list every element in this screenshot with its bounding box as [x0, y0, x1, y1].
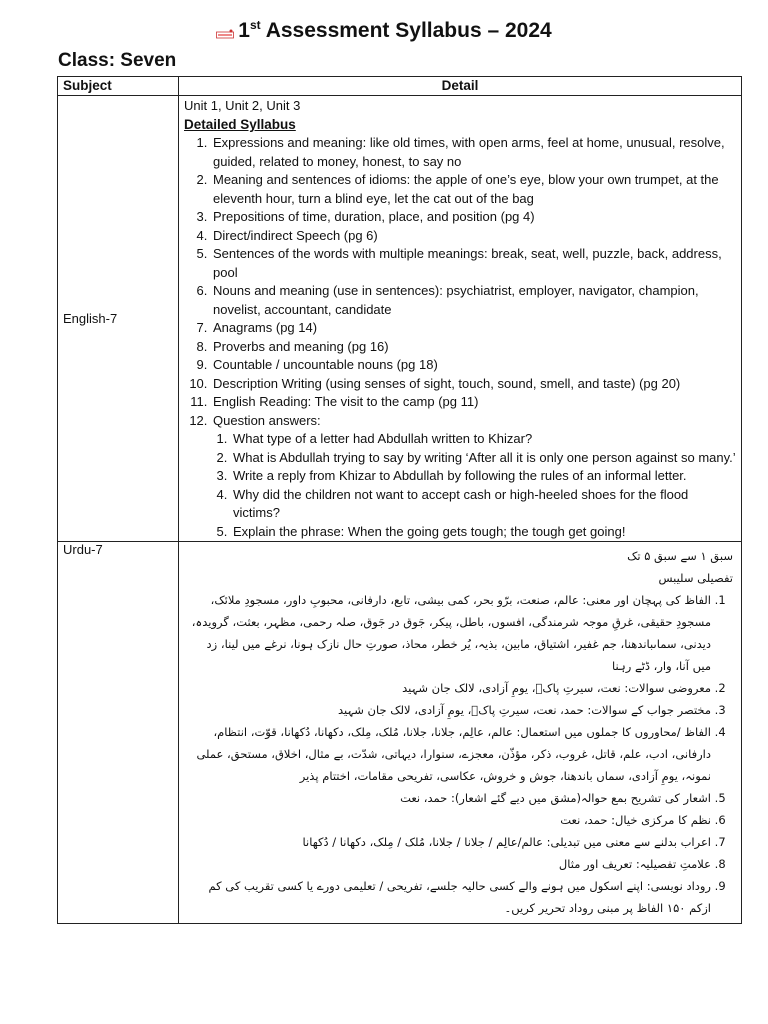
list-item: 2. Meaning and sentences of idioms: the apple of one’s eye, blow your own trumpet, at the eleventh hour, turn a blind eye, let the cat out of the bag — [211, 171, 736, 208]
detail-column-header: Detail — [179, 77, 742, 96]
table-row-urdu — [58, 542, 742, 924]
list-item: 3. مختصر جواب کے سوالات: حمد، نعت، سیرتِ پاکؐ، یومِ آزادی، لالک جان شہید — [187, 699, 711, 721]
detail-urdu — [179, 542, 742, 924]
question-item: 2. What is Abdullah trying to say by writing ‘After all it is only one person against so many.’ — [231, 449, 736, 468]
list-item: 5. اشعار کی تشریح بمع حوالہ(مشق میں دیے گئے اشعار): حمد، نعت — [187, 787, 711, 809]
list-item: 5. Sentences of the words with multiple meanings: break, seat, well, puzzle, back, address, pool — [211, 245, 736, 282]
english-units: Unit 1, Unit 2, Unit 3 — [184, 98, 301, 113]
list-item: 6. Nouns and meaning (use in sentences): psychiatrist, employer, navigator, champion, novelist, accountant, candidate — [211, 282, 736, 319]
table-row-english — [58, 96, 742, 542]
questions-label: Question answers: — [213, 412, 321, 428]
list-item-questions — [211, 412, 736, 542]
list-item: 9. Countable / uncountable nouns (pg 18) — [211, 356, 736, 375]
list-item: 4. الفاظ /محاوروں کا جملوں میں استعمال: عالم، عالِم، جلانا، جلانا، مُلک، مِلک، دکھانا، دُکھانا، قوّت، انتظام، دارفانی، ادب، علم، قاتل، غروب، ذکر، مؤذّن، معجزے، سنوارا، دیہاتی، شدّت، بے مثال، اخلاق، مستحق، عملی نمونہ، یومِ آزادی، سماں باندھنا، جوش و خروش، عکاسی، تفریحی مقامات، اختتام پذیر — [187, 721, 711, 787]
detail-english — [179, 96, 742, 542]
list-item: 6. نظم کا مرکزی خیال: حمد، نعت — [187, 809, 711, 831]
list-item: 1. Expressions and meaning: like old times, with open arms, feel at home, unusual, resolve, guided, related to money, honest, to say no — [211, 134, 736, 171]
title-text: Assessment Syllabus – 2024 — [260, 19, 552, 42]
list-item: 1. الفاظ کی پہچان اور معنی: عالم، صنعت، برّو بحر، کمی بیشی، تابع، دارفانی، محبوبِ داور، مسجودِ ملائک، مسجودِ حقیقی، غرقِ موجہ شرمندگی، افسوں، باطل، پیکر، جَوق در جَوق، صلہ رحمی، مظہر، بعثت، گرویدہ، دیدنی، سماںباندھنا، جم غفیر، اشتیاق، مابین، بذیہ، یُر خطر، محاذ، صورتِ حال نازک ہونا، نرغے میں لینا، زد میں آنا، وار، ڈٹے رہنا — [187, 589, 711, 677]
subject-urdu: Urdu-7 — [58, 542, 179, 924]
urdu-detailed-heading: تفصیلی سلیبس — [658, 571, 733, 585]
title-ordinal: st — [249, 18, 261, 32]
list-item: 8. Proverbs and meaning (pg 16) — [211, 338, 736, 357]
title-number: 1 — [238, 19, 250, 42]
english-topic-list — [184, 134, 736, 541]
list-item: 11. English Reading: The visit to the camp (pg 11) — [211, 393, 736, 412]
question-item: 5. Explain the phrase: When the going gets tough; the tough get going! — [231, 523, 736, 542]
page-title — [0, 18, 768, 43]
urdu-lessons-range: سبق ۱ سے سبق ۵ تک — [627, 549, 733, 563]
question-item: 4. Why did the children not want to accept cash or high-heeled shoes for the flood victims? — [231, 486, 736, 523]
list-item: 3. Prepositions of time, duration, place, and position (pg 4) — [211, 208, 736, 227]
list-item: 10. Description Writing (using senses of sight, touch, sound, smell, and taste) (pg 20) — [211, 375, 736, 394]
school-logo-icon — [216, 23, 234, 35]
syllabus-table — [57, 76, 742, 924]
list-item: 8. علامتِ تفصیلیہ: تعریف اور مثال — [187, 853, 711, 875]
class-label: Class: Seven — [58, 50, 177, 71]
list-item: 9. روداد نویسی: اپنے اسکول میں ہونے والے کسی حالیہ جلسے، تفریحی / تعلیمی دورے یا کسی تقریب کی کم ازکم ۱۵۰ الفاظ پر مبنی روداد تحریر کریں۔ — [187, 875, 711, 919]
question-item: 3. Write a reply from Khizar to Abdullah by following the rules of an informal letter. — [231, 467, 736, 486]
english-detailed-heading: Detailed Syllabus — [184, 117, 296, 132]
subject-column-header: Subject — [58, 77, 179, 96]
list-item: 4. Direct/indirect Speech (pg 6) — [211, 227, 736, 246]
subject-english: English-7 — [58, 96, 179, 542]
list-item: 2. معروضی سوالات: نعت، سیرتِ پاکؐ، یومِ آزادی، لالک جان شہید — [187, 677, 711, 699]
table-header-row — [58, 77, 742, 96]
question-item: 1. What type of a letter had Abdullah written to Khizar? — [231, 430, 736, 449]
list-item: 7. اعراب بدلنے سے معنی میں تبدیلی: عالم/عالِم / جلانا / جلانا، مُلک / مِلک، دکھانا / دُکھانا — [187, 831, 711, 853]
urdu-topic-list — [187, 589, 733, 919]
english-question-list — [213, 430, 736, 541]
list-item: 7. Anagrams (pg 14) — [211, 319, 736, 338]
